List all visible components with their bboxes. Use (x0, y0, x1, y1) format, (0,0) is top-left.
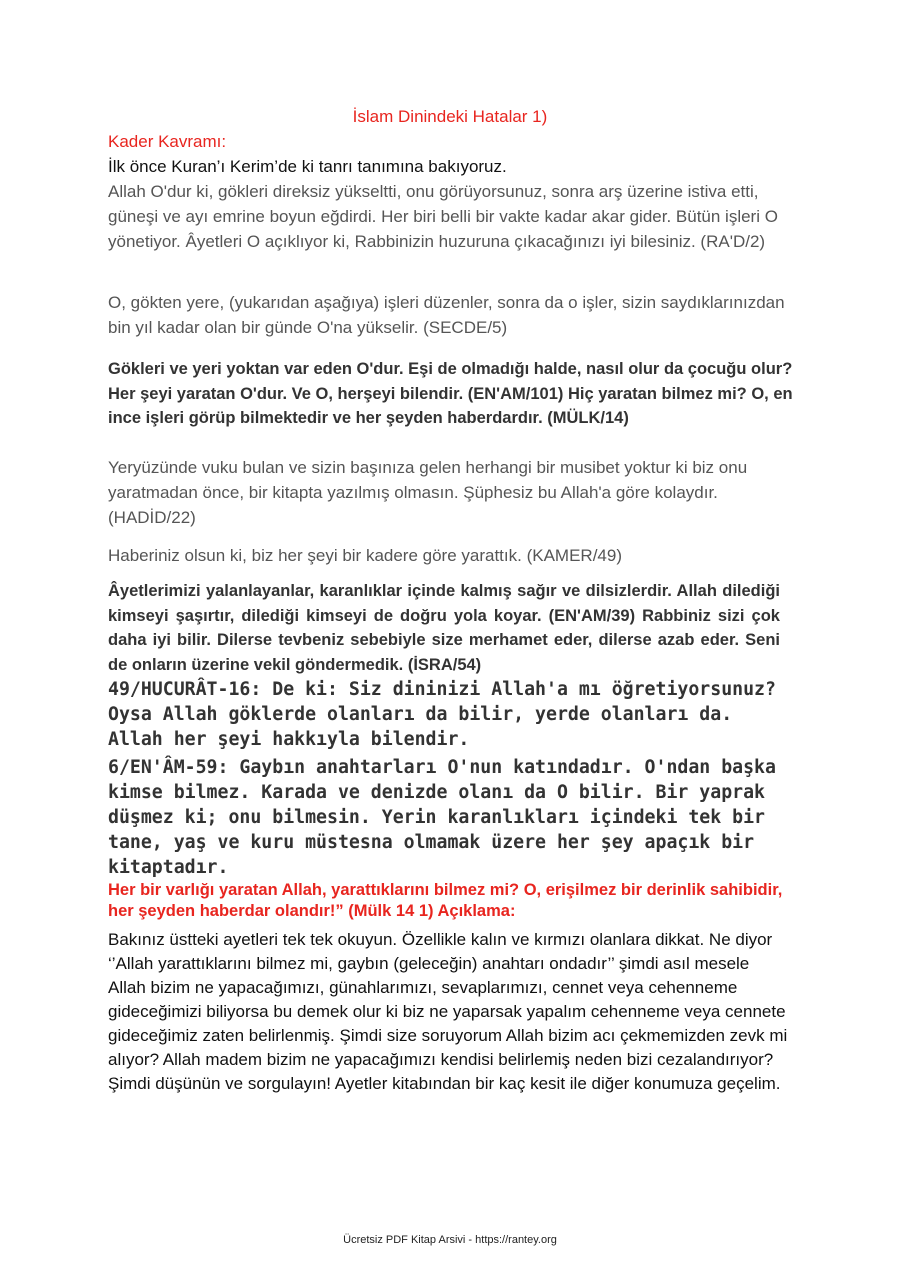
verse-kamer-49: Haberiniz olsun ki, biz her şeyi bir kadere göre yarattık. (KAMER/49) (108, 546, 622, 565)
intro-line: İlk önce Kuran’ı Kerim’de ki tanrı tanımına bakıyoruz. (108, 157, 507, 176)
verse-enam-39-isra-54: Âyetlerimizi yalanlayanlar, karanlıklar içinde kalmış sağır ve dilsizlerdir. Allah dilediği kimseyi şaşırtır, dilediği kimseyi de doğru yola koyar. (EN'AM/39) Rabbiniz sizi çok daha iyi bilir. Dilerse tevbeniz sebebiyle size merhamet eder, dilerse azab eder. Seni de onların üzerine vekil göndermedik. (İSRA/54) (108, 582, 780, 674)
verse-rad-2: Allah O'dur ki, gökleri direksiz yükseltti, onu görüyorsunuz, sonra arş üzerine istiva etti, güneşi ve ayı emrine boyun eğdirdi. Her biri belli bir vakte kadar akar gider. Bütün işleri O yönetiyor. Âyetleri O açıklıyor ki, Rabbinizin huzuruna çıkacağınızı iyi bilesiniz. (RA'D/2) (108, 182, 778, 251)
verse-hucurat-16: 49/HUCURÂT-16: De ki: Siz dininizi Allah'a mı öğretiyorsunuz? Oysa Allah göklerde olanları da bilir, yerde olanları da. Allah her şeyi hakkıyla bilendir. (108, 679, 776, 750)
verse-hadid-22: Yeryüzünde vuku bulan ve sizin başınıza gelen herhangi bir musibet yoktur ki biz onu yaratmadan önce, bir kitapta yazılmış olmasın. Şüphesiz bu Allah'a göre kolaydır. (HADİD/22) (108, 458, 748, 527)
explanation-paragraph: Bakınız üstteki ayetleri tek tek okuyun. Özellikle kalın ve kırmızı olanlara dikkat. Ne diyor ‘’Allah yarattıklarını bilmez mi, gaybın (geleceğin) anahtarı ondadır’’ şimdi asıl mesele Allah bizim ne yapacağımızı, günahlarımızı, sevaplarımızı, cennet veya cehenneme gideceğimizi biliyorsa bu demek olur ki biz ne yaparsak yapalım cehenneme veya cennete gideceğimiz zaten belirlenmiş. Şimdi size soruyorum Allah bizim acı çekmemizden zevk mi alıyor? Allah madem bizim ne yapacağımızı kendisi belirlemiş neden bizi cezalandırıyor? Şimdi düşünün ve sorgulayın! Ayetler kitabından bir kaç kesit ile diğer konumuza geçelim. (108, 930, 788, 1093)
verse-enam-101-mulk-14: Gökleri ve yeri yoktan var eden O'dur. Eşi de olmadığı halde, nasıl olur da çocuğu olur? Her şeyi yaratan O'dur. Ve O, herşeyi bilendir. (EN'AM/101) Hiç yaratan bilmez mi? O, en ince işleri görüp bilmektedir ve her şeyden haberdardır. (MÜLK/14) (108, 360, 793, 427)
section-heading: Kader Kavramı: (108, 132, 227, 151)
highlight-mulk-14: Her bir varlığı yaratan Allah, yarattıklarını bilmez mi? O, erişilmez bir derinlik sahibidir, her şeyden haberdar olandır!” (Mülk 14 1) Açıklama: (108, 881, 783, 920)
verse-enam-59: 6/EN'ÂM-59: Gaybın anahtarları O'nun katındadır. O'ndan başka kimse bilmez. Karada ve denizde olanı da O bilir. Bir yaprak düşmez ki; onu bilmesin. Yerin karanlıkları içindeki tek bir tane, yaş ve kuru müstesna olmamak üzere her şey apaçık bir kitaptadır. (108, 757, 776, 878)
page-footer: Ücretsiz PDF Kitap Arsivi - https://rantey.org (343, 1234, 557, 1246)
verse-secde-5: O, gökten yere, (yukarıdan aşağıya) işleri düzenler, sonra da o işler, sizin saydıklarınızdan bin yıl kadar olan bir günde O'na yükselir. (SECDE/5) (108, 293, 785, 337)
document-title: İslam Dinindeki Hatalar 1) (352, 107, 548, 126)
